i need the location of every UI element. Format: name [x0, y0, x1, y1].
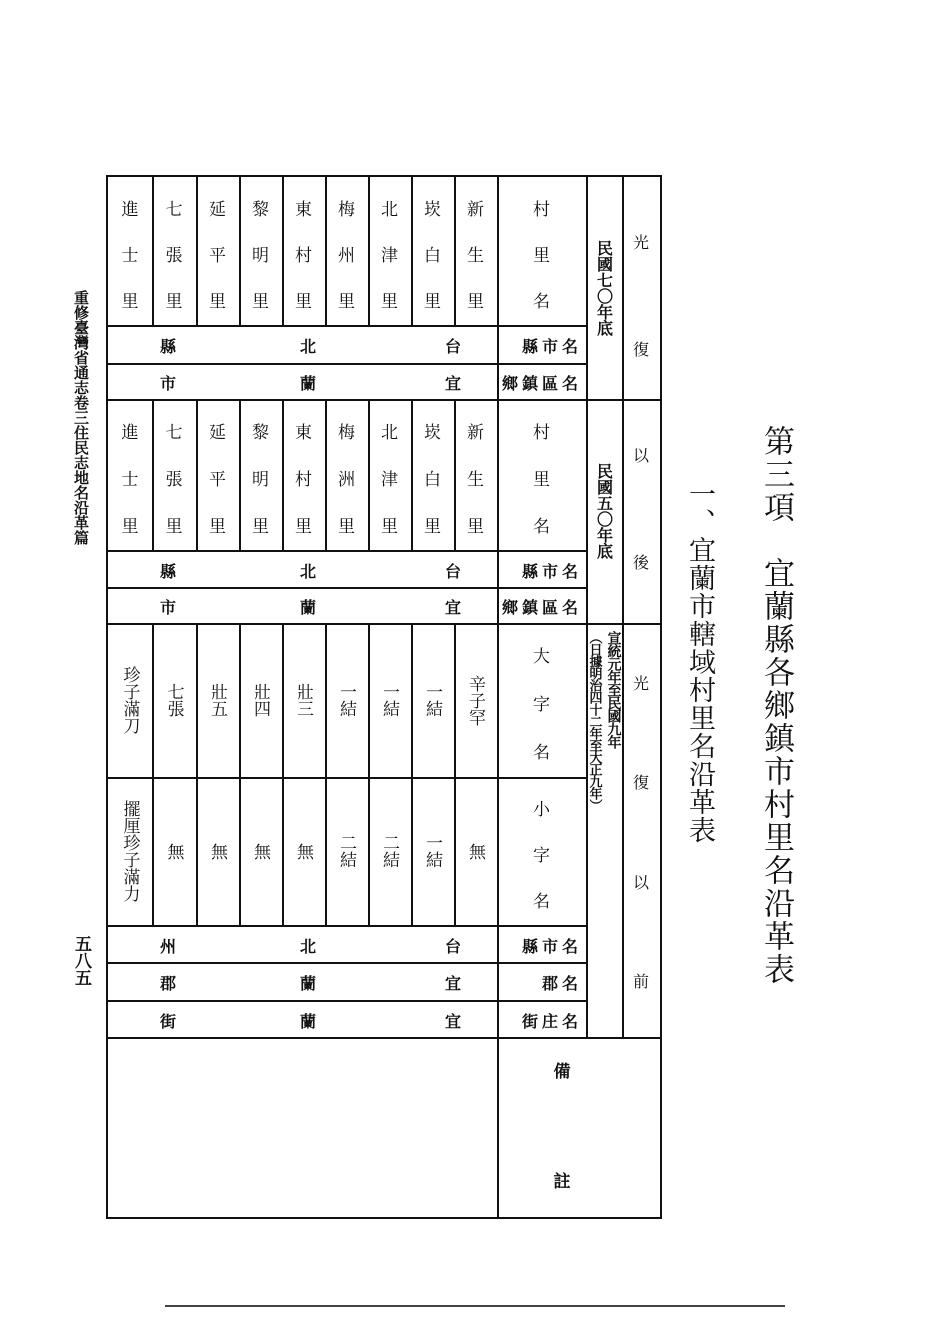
village-cell: 北 — [381, 200, 398, 220]
village-cell: 明 — [252, 246, 269, 266]
year-note: （日據明治四十二年至大正九年） — [586, 631, 602, 811]
oaza-header: 字 — [533, 695, 550, 715]
koaza-cell-text: 二結 — [336, 834, 356, 868]
village-cell: 梅 — [338, 200, 355, 220]
county-value: 北 — [299, 337, 316, 356]
county-value: 縣 — [159, 337, 176, 356]
village-cell: 七 — [165, 422, 183, 443]
village-cell: 里 — [467, 516, 484, 537]
oaza-cell-text: 一結 — [336, 683, 356, 717]
year-label — [586, 407, 622, 615]
village-cell: 里 — [121, 516, 139, 537]
county-value: 北 — [299, 561, 316, 581]
village-cell: 延 — [209, 422, 226, 443]
village-cell: 平 — [209, 469, 226, 490]
oaza-cell — [325, 628, 368, 772]
village-cell: 里 — [424, 292, 441, 312]
koaza-cell-text: 無 — [207, 842, 227, 860]
koaza-cell — [454, 782, 497, 920]
village-cell: 白 — [424, 469, 441, 490]
oaza-cell — [152, 628, 196, 772]
oaza-cell-text: 一結 — [422, 683, 442, 717]
oaza-cell — [368, 628, 411, 772]
rule — [108, 962, 586, 964]
village-cell: 里 — [252, 516, 269, 537]
village-cell: 村 — [295, 469, 312, 490]
town-value: 宜 — [444, 598, 461, 617]
koaza-header: 名 — [533, 892, 550, 912]
village-cell: 平 — [209, 246, 226, 266]
village-name-header: 里 — [533, 246, 550, 266]
oaza-cell — [239, 628, 282, 772]
koaza-header: 字 — [533, 846, 550, 866]
year-label: 宣統元年至民國九年 — [605, 631, 622, 748]
year-label-b3 — [586, 631, 622, 1029]
oaza-cell — [108, 628, 152, 772]
period-after: 復 — [632, 339, 649, 359]
period-after: 以 — [632, 446, 649, 466]
village-cell: 進 — [121, 200, 139, 220]
village-cell: 里 — [295, 516, 312, 537]
village-name-header: 村 — [533, 422, 550, 443]
village-cell: 東 — [295, 422, 312, 443]
village-cell: 明 — [252, 469, 269, 490]
village-cell: 新 — [467, 200, 484, 220]
village-cell: 延 — [209, 200, 226, 220]
koaza-cell — [325, 782, 368, 920]
rule — [108, 325, 586, 327]
row-label: 郡名 — [541, 974, 582, 993]
koaza-cell-text: 無 — [465, 842, 485, 860]
village-cell: 黎 — [252, 422, 269, 443]
village-cell: 里 — [295, 292, 312, 312]
period-before: 光 — [632, 673, 649, 693]
table-title: 一、宜蘭市轄域村里名沿革表 — [684, 480, 715, 844]
town-value: 蘭 — [299, 374, 316, 393]
village-name-header: 村 — [533, 200, 550, 220]
village-cell: 洲 — [338, 469, 355, 490]
running-header: 重修臺灣省通志卷三住民志地名沿革篇 — [72, 290, 90, 545]
county-value: 台 — [444, 337, 461, 356]
town-value: 市 — [159, 598, 176, 617]
village-cell: 里 — [165, 516, 183, 537]
period-before: 復 — [632, 773, 649, 793]
koaza-cell-text: 二結 — [379, 834, 399, 868]
village-cell: 白 — [424, 246, 441, 266]
koaza-cell — [152, 782, 196, 920]
village-cell: 里 — [381, 292, 398, 312]
rule — [108, 1000, 586, 1002]
village-name-table — [106, 175, 662, 1219]
row-value: 州 — [159, 936, 176, 956]
village-name-header: 名 — [533, 292, 550, 312]
village-cell: 張 — [165, 246, 183, 266]
oaza-cell-text: 七張 — [163, 683, 184, 717]
village-name-header: 里 — [533, 469, 550, 490]
koaza-cell — [239, 782, 282, 920]
koaza-cell-text: 擺厘珍子滿力 — [119, 800, 140, 902]
row-label: 街庄名 — [521, 1011, 582, 1031]
village-cell: 北 — [381, 422, 398, 443]
village-cell: 里 — [121, 292, 139, 312]
village-cell: 里 — [338, 516, 355, 537]
village-cell: 里 — [165, 292, 183, 312]
oaza-cell-text: 辛子罕 — [465, 674, 485, 726]
row-value: 台 — [444, 936, 461, 956]
row-label: 縣市名 — [521, 936, 582, 956]
row-value: 街 — [159, 1011, 176, 1031]
rule — [108, 399, 660, 401]
village-cell: 東 — [295, 200, 312, 220]
rule — [108, 777, 586, 779]
town-value: 蘭 — [299, 598, 316, 617]
village-cell: 生 — [467, 246, 484, 266]
village-cell: 七 — [165, 200, 183, 220]
oaza-cell — [411, 628, 454, 772]
village-cell: 梅 — [338, 422, 355, 443]
koaza-cell — [108, 782, 152, 920]
year-label-text: 民國七〇年底 — [594, 240, 614, 336]
period-before: 以 — [632, 872, 649, 892]
remarks-label: 註 — [553, 1172, 571, 1192]
koaza-cell-text: 無 — [293, 842, 313, 860]
village-cell: 進 — [121, 422, 139, 443]
koaza-cell-text: 無 — [250, 842, 270, 860]
koaza-header: 小 — [533, 800, 550, 820]
koaza-cell — [282, 782, 325, 920]
village-cell: 里 — [209, 292, 226, 312]
koaza-cell-text: 無 — [163, 842, 184, 860]
period-after: 後 — [632, 552, 649, 572]
section-title: 第三項 宜蘭縣各鄉鎮市村里名沿革表 — [758, 425, 794, 986]
oaza-cell — [196, 628, 239, 772]
koaza-cell — [411, 782, 454, 920]
village-cell: 州 — [338, 246, 355, 266]
oaza-cell-text: 一結 — [379, 683, 399, 717]
page-number: 五八五 — [71, 935, 91, 986]
oaza-cell-text: 壯四 — [250, 683, 270, 717]
village-cell: 士 — [121, 246, 139, 266]
village-cell: 張 — [165, 469, 183, 490]
oaza-header: 名 — [533, 743, 550, 763]
rule — [108, 587, 586, 589]
village-cell: 崁 — [424, 422, 441, 443]
village-cell: 崁 — [424, 200, 441, 220]
row-value: 郡 — [159, 974, 176, 993]
oaza-header: 大 — [533, 647, 550, 667]
town-value: 市 — [159, 374, 176, 393]
koaza-cell — [196, 782, 239, 920]
rule — [108, 623, 660, 625]
county-value: 台 — [444, 561, 461, 581]
remarks-label: 備 — [553, 1062, 571, 1082]
county-value: 縣 — [159, 561, 176, 581]
oaza-cell-text: 壯五 — [207, 683, 227, 717]
village-cell: 黎 — [252, 200, 269, 220]
row-value: 北 — [299, 936, 316, 956]
row-value: 宜 — [444, 1011, 461, 1031]
village-cell: 村 — [295, 246, 312, 266]
period-after: 光 — [632, 233, 649, 253]
oaza-cell-text: 珍子滿刀 — [119, 666, 140, 734]
oaza-cell — [454, 628, 497, 772]
village-cell: 新 — [467, 422, 484, 443]
village-cell: 里 — [424, 516, 441, 537]
town-label: 鄉鎮區名 — [501, 374, 582, 393]
village-cell: 士 — [121, 469, 139, 490]
bottom-rule — [165, 1305, 785, 1307]
village-cell: 里 — [381, 516, 398, 537]
village-name-header: 名 — [533, 516, 550, 537]
county-label: 縣市名 — [521, 337, 582, 356]
village-cell: 里 — [209, 516, 226, 537]
village-cell: 生 — [467, 469, 484, 490]
village-cell: 里 — [338, 292, 355, 312]
county-label: 縣市名 — [521, 561, 582, 581]
village-cell: 津 — [381, 469, 398, 490]
rule — [108, 363, 586, 365]
period-before: 前 — [632, 972, 649, 992]
year-label — [586, 185, 622, 391]
row-value: 宜 — [444, 974, 461, 993]
village-cell: 津 — [381, 246, 398, 266]
rule — [108, 1037, 660, 1039]
town-label: 鄉鎮區名 — [501, 598, 582, 617]
oaza-cell — [282, 628, 325, 772]
rule — [108, 925, 586, 927]
village-cell: 里 — [252, 292, 269, 312]
oaza-cell-text: 壯三 — [293, 683, 313, 717]
koaza-cell — [368, 782, 411, 920]
koaza-cell-text: 一結 — [422, 834, 442, 868]
row-value: 蘭 — [299, 974, 316, 993]
year-label-text: 民國五〇年底 — [594, 463, 614, 559]
town-value: 宜 — [444, 374, 461, 393]
row-value: 蘭 — [299, 1011, 316, 1031]
rule — [108, 550, 586, 552]
village-cell: 里 — [467, 292, 484, 312]
